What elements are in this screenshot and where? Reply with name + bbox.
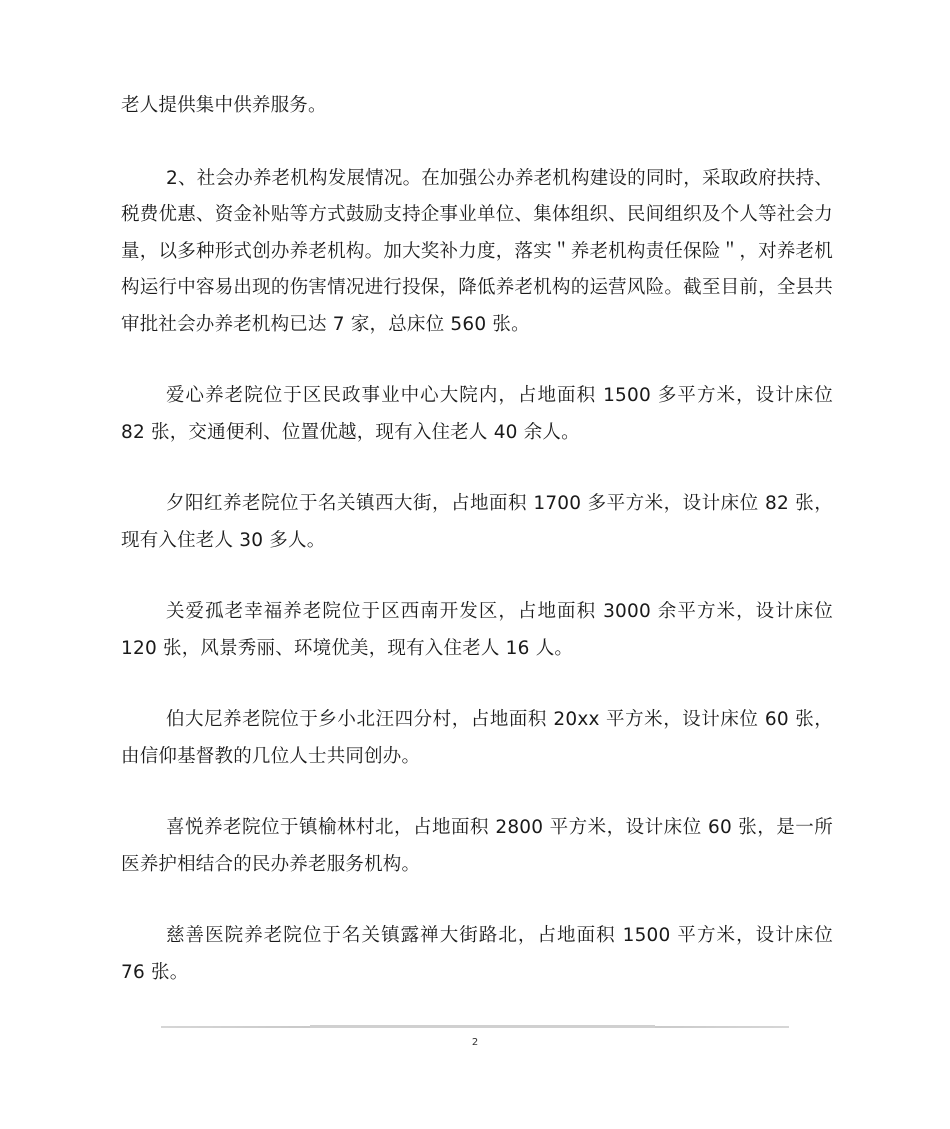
paragraph-charity-hospital-nursing-home: 慈善医院养老院位于名关镇露禅大街路北，占地面积 1500 平方米，设计床位 76 张。 <box>121 925 833 983</box>
paragraph-social-institutions: 2、社会办养老机构发展情况。在加强公办养老机构建设的同时，采取政府扶持、税费优惠、资金补贴等方式鼓励支持企事业单位、集体组织、民间组织及个人等社会力量，以多种形式创办养老机构。加大奖补力度，落实＂养老机构责任保险＂，对养老机构运行中容易出现的伤害情况进行投保，降低养老机构的运营风险。截至目前，全县共审批社会办养老机构已达 7 家，总床位 560 张。 <box>121 167 833 335</box>
paragraph-guanai-nursing-home: 关爱孤老幸福养老院位于区西南开发区，占地面积 3000 余平方米，设计床位 120 张，风景秀丽、环境优美，现有入住老人 16 人。 <box>121 601 833 659</box>
footer-divider-accent <box>310 1025 655 1028</box>
page-number: 2 <box>471 1037 479 1048</box>
paragraph-bethany-nursing-home: 伯大尼养老院位于乡小北汪四分村，占地面积 20xx 平方米，设计床位 60 张，由信仰基督教的几位人士共同创办。 <box>121 709 833 767</box>
paragraph-continuation: 老人提供集中供养服务。 <box>121 95 327 116</box>
paragraph-xiyanghong-nursing-home: 夕阳红养老院位于名关镇西大街，占地面积 1700 多平方米，设计床位 82 张，现有入住老人 30 多人。 <box>121 493 833 551</box>
paragraph-xiyue-nursing-home: 喜悦养老院位于镇榆林村北，占地面积 2800 平方米，设计床位 60 张，是一所医养护相结合的民办养老服务机构。 <box>121 817 833 875</box>
paragraph-aixin-nursing-home: 爱心养老院位于区民政事业中心大院内，占地面积 1500 多平方米，设计床位 82 张，交通便利、位置优越，现有入住老人 40 余人。 <box>121 385 833 443</box>
document-body <box>121 88 833 991</box>
